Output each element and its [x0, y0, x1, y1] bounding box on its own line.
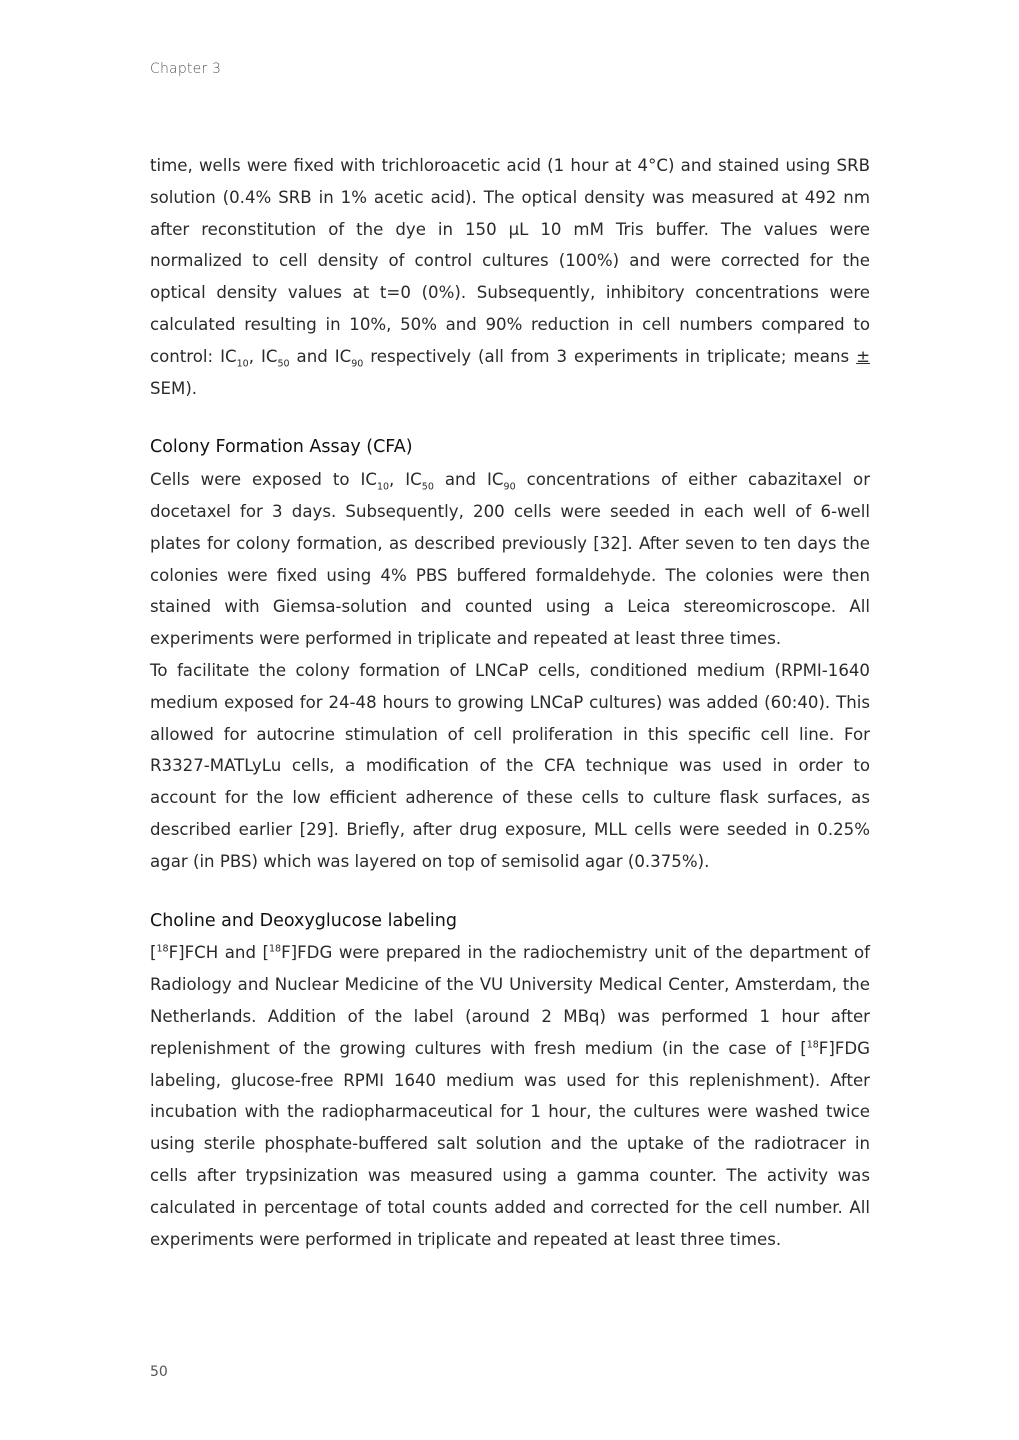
subscript: 50	[421, 481, 434, 493]
subscript: 90	[503, 481, 516, 493]
cfa-paragraph-1	[150, 464, 870, 655]
text-run: concentrations of either cabazitaxel or docetaxel for 3 days. Subsequently, 200 cells were seeded in each well of 6-well plates for colony formation, as described previously [32]. After seven to ten days the colonies were fixed using 4% PBS buffered formaldehyde. The colonies were then stained with Giemsa-solution and counted using a Leica stereomicroscope. All experiments were performed in triplicate and repeated at least three times.	[150, 470, 871, 649]
text-run: , IC	[248, 346, 278, 366]
section-heading-cfa: Colony Formation Assay (CFA)	[150, 437, 413, 458]
subscript: 90	[351, 358, 364, 370]
plus-minus-symbol: ±	[856, 346, 871, 366]
choline-paragraph	[150, 937, 870, 1255]
superscript: 18	[269, 943, 282, 955]
subscript: 10	[376, 481, 390, 493]
subscript: 50	[277, 358, 290, 370]
text-run: Cells were exposed to IC	[150, 470, 377, 490]
text-run: and IC	[433, 470, 504, 490]
page-body	[150, 150, 870, 1255]
text-run: SEM).	[150, 378, 198, 398]
section-heading-choline: Choline and Deoxyglucose labeling	[150, 910, 457, 931]
text-run: F]FDG were prepared in the radiochemistry unit of the department of Radiology and Nuclear Medicine of the VU University Medical Center, Amsterdam, the Netherlands. Addition of the label (around 2 MBq) was performed 1 hour after replenishment of the growing cultures with fresh medium (in the case of [	[150, 943, 870, 1058]
text-run: F]FCH and [	[168, 943, 270, 963]
text-run: , IC	[389, 470, 422, 490]
text-run: [	[150, 943, 157, 963]
superscript: 18	[156, 943, 169, 955]
page-number: 50	[150, 1364, 168, 1380]
text-run: time, wells were fixed with trichloroacetic acid (1 hour at 4°C) and stained using SRB solution (0.4% SRB in 1% acetic acid). The optical density was measured at 492 nm after reconstitution of the dye in 150 µL 10 mM Tris buffer. The values were normalized to cell density of control cultures (100%) and were corrected for the optical density values at t=0 (0%). Subsequently, inhibitory concentrations were calculated resulting in 10%, 50% and 90% reduction in cell numbers compared to control: IC	[150, 156, 870, 366]
text-run: respectively (all from 3 experiments in triplicate; means	[363, 346, 857, 366]
cfa-paragraph-2: To facilitate the colony formation of LNCaP cells, conditioned medium (RPMI-1640 medium exposed for 24-48 hours to growing LNCaP cultures) was added (60:40). This allowed for autocrine stimulation of cell proliferation in this specific cell line. For R3327-MATLyLu cells, a modification of the CFA technique was used in order to account for the low efficient adherence of these cells to culture flask surfaces, as described earlier [29]. Briefly, after drug exposure, MLL cells were seeded in 0.25% agar (in PBS) which was layered on top of semisolid agar (0.375%).	[150, 660, 870, 871]
subscript: 10	[236, 358, 249, 370]
running-header: Chapter 3	[150, 61, 222, 77]
superscript: 18	[806, 1039, 819, 1051]
text-run: and IC	[289, 346, 352, 366]
text-run: F]FDG labeling, glucose-free RPMI 1640 medium was used for this replenishment). After incubation with the radiopharmaceutical for 1 hour, the cultures were washed twice using sterile phosphate-buffered salt solution and the uptake of the radiotracer in cells after trypsinization was measured using a gamma counter. The activity was calculated in percentage of total counts added and corrected for the cell number. All experiments were performed in triplicate and repeated at least three times.	[150, 1038, 870, 1249]
intro-paragraph	[150, 150, 870, 404]
